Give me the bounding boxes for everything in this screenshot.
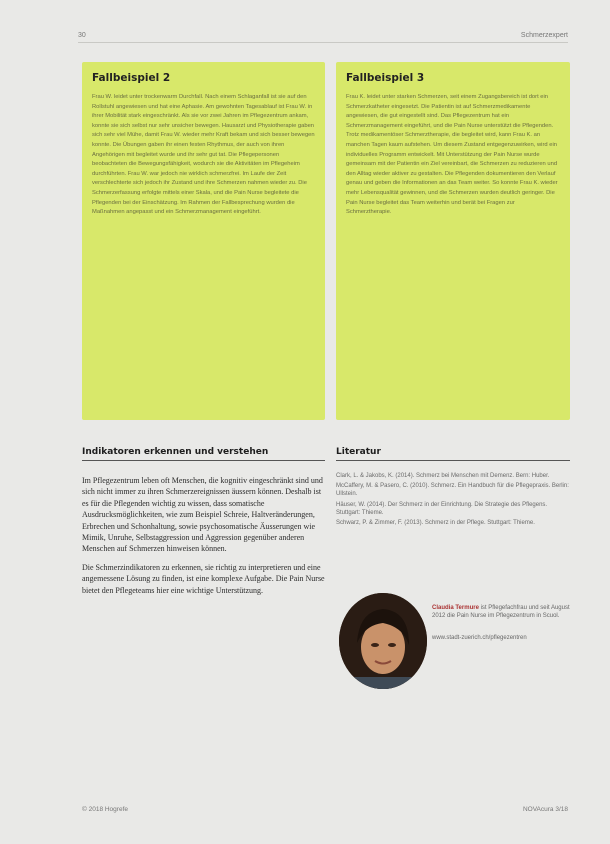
author-description: ist Pflegefachfrau und seit August 2012 die Pain Nurse im Pflegezentrum in Scuol. bbox=[432, 605, 570, 620]
case-study-2-title: Fallbeispiel 2 bbox=[92, 72, 171, 84]
literature-entry: Schwarz, P. & Zimmer, F. (2013). Schmerz in der Pflege. Stuttgart: Thieme. bbox=[336, 520, 535, 527]
author-name: Claudia Termure bbox=[432, 605, 479, 611]
literature-heading: Literatur bbox=[336, 447, 381, 457]
author-info bbox=[432, 604, 572, 641]
literature-list bbox=[336, 472, 570, 529]
author-portrait bbox=[339, 593, 427, 689]
author-photo bbox=[339, 593, 427, 689]
indicators-paragraph: Im Pflegezentrum leben oft Menschen, die kognitiv eingeschränkt sind und sich nicht immer zu ihren Schmerzereignissen äussern können. Deshalb ist es für die Pflegenden wichtig zu wissen, dass somatische Ausdrucksmöglichkeiten, wie zum Beispiel Schreie, Haltveränderungen, Erbrechen und Schonhaltung, sowie psychosomatische Äusserungen wie Mimik, Unruhe, Selbstaggression und Aggression gegenüber anderen Menschen auf Schmerzen hinweisen können. bbox=[82, 476, 323, 554]
literature-entry: Clark, L. & Jakobs, K. (2014). Schmerz bei Menschen mit Demenz. Bern: Huber. bbox=[336, 473, 550, 479]
indicators-paragraph: Die Schmerzindikatoren zu erkennen, sie richtig zu interpretieren und eine angemessene Lösung zu finden, ist eine komplexe Aufgabe. Die Pain Nurse bietet den Pflegeteams hier eine wichtige Unterstützung. bbox=[82, 562, 325, 595]
literature-rule bbox=[336, 460, 570, 461]
header-rule bbox=[78, 42, 568, 43]
author-bio bbox=[432, 604, 572, 621]
case-study-3-text: Frau K. leidet unter starken Schmerzen, seit einem Zugangsbereich ist dort ein Schmerzkatheter eingesetzt. Die Patientin ist auf Schmerzmedikamente angewiesen, die gut eingestellt sind. Das Pflegezentrum hat ein Schmerzmanagement eingeführt, und die Pain Nurse unterstützt die Pflegenden. Trotz medikamentöser Schmerztherapie, die begleitet wird, kann Frau K. an manchen Tagen kaum aufstehen. Um diesem Zustand entgegenzuwirken, wird ein individuelles Programm entwickelt. Mit Unterstützung der Pain Nurse wurde gemeinsam mit der Patientin ein Ziel vereinbart, die Schmerzen zu reduzieren und den Alltag wieder aktiver zu gestalten. Die Pflegenden dokumentieren den Verlauf genau und geben die Informationen an das Team weiter. So konnte Frau K. wieder mehr Lebensqualität gewinnen, und die Schmerzen wurden deutlich geringer. Die Pain Nurse begleitet das Team weiterhin und berät bei Fragen zur Schmerztherapie. bbox=[346, 94, 558, 216]
case-study-2-text: Frau W. leidet unter trockenwarm Durchfall. Nach einem Schlaganfall ist sie auf den Rollstuhl angewiesen und hat eine Aphasie. Am gewohnten Tagesablauf ist Frau W. in ihrer Mobilität stark eingeschränkt. Als sie vor zwei Jahren im Pflegezentrum ankam, konnte sie sich selbst nur sehr unsicher bewegen. Hausarzt und Physiotherapie gaben sich sehr viel Mühe, damit Frau W. wieder mehr Kraft bekam und sich besser bewegen konnte. Die Übungen gaben ihr einen festen Rhythmus, der auch von ihren Angehörigen mit begleitet wurde und ihr sehr gut tat. Die Pflegepersonen beobachteten die Bewegungsfähigkeit, wodurch sie die Aktivitäten im Pflegeheim durchführten. Frau W. war jedoch nie wirklich schmerzfrei. Im Laufe der Zeit verschlechterte sich jedoch ihr Zustand und ihre Schmerzen nahmen wieder zu. Die Schmerzerfassung erfolgte mittels einer Skala, und die Pain Nurse begleitete die Pflegenden bei der Einschätzung. Im Rahmen der Fallbesprechung wurden die Maßnahmen angepasst und ein Schmerzmanagement eingeführt. bbox=[92, 94, 315, 216]
indicators-rule bbox=[82, 460, 325, 461]
case-study-3-box bbox=[336, 62, 570, 420]
indicators-heading: Indikatoren erkennen und verstehen bbox=[82, 447, 269, 457]
page-header bbox=[78, 30, 568, 44]
literature-entry: McCaffery, M. & Pasero, C. (2010). Schmerz. Ein Handbuch für die Pflegepraxis. Berlin: Ullstein. bbox=[336, 483, 569, 498]
indicators-body bbox=[82, 475, 325, 603]
header-rubric: Schmerzexpert bbox=[520, 32, 568, 39]
case-study-3-title: Fallbeispiel 3 bbox=[346, 72, 425, 84]
author-website: www.stadt-zuerich.ch/pflegezentren bbox=[432, 634, 527, 641]
page-footer bbox=[82, 804, 568, 814]
case-study-2-box bbox=[82, 62, 325, 420]
footer-copyright: © 2018 Hogrefe bbox=[82, 806, 128, 813]
literature-entry: Häuser, W. (2014). Der Schmerz in der Einrichtung. Die Strategie des Pflegens. Stuttgart: Thieme. bbox=[336, 501, 548, 516]
page-number: 30 bbox=[78, 32, 86, 39]
footer-issue: NOVAcura 3/18 bbox=[522, 806, 568, 813]
